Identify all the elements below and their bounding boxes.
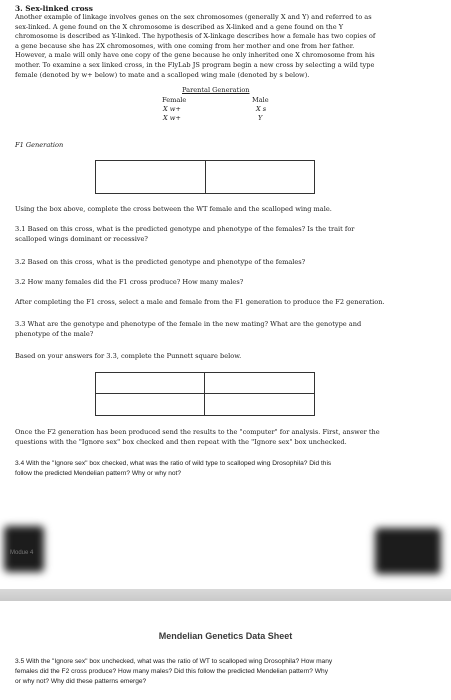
- parental-heading: Parental Generation: [182, 86, 250, 94]
- question-3-4-line1: 3.4 With the "Ignore sex" box checked, what was the ratio of wild type to scalloped wing Drosophila? Did this: [15, 460, 332, 467]
- male-label: Male: [252, 96, 269, 104]
- section-title: 3. Sex-linked cross: [15, 4, 93, 13]
- question-3-5-line2: females did the F2 cross produce? How many males? Did this follow the predicted Mendelian pattern? Why: [15, 668, 328, 675]
- intro-line: Another example of linkage involves genes on the sex chromosomes (generally X and Y) and referred to as: [15, 13, 372, 21]
- intro-line: chromosome is described as Y-linked. The hypothesis of X-linkage describes how a female has two copies of: [15, 32, 376, 41]
- question-3-2a: 3.2 Based on this cross, what is the predicted genotype and phenotype of the females?: [15, 258, 306, 266]
- punnett-cell: [205, 394, 314, 415]
- question-3-5-line3: or why not? Why did these patterns emerge?: [15, 678, 147, 685]
- punnett-square: [95, 372, 315, 416]
- question-3-1-line1: 3.1 Based on this cross, what is the predicted genotype and phenotype of the females? Is the trait for: [15, 225, 355, 233]
- intro-line: However, a male will only have one copy of the gene because he only inherited one X chromosome from his: [15, 51, 375, 60]
- punnett-cell: [205, 373, 314, 394]
- blur-overlay: [375, 528, 441, 574]
- punnett-cell: [96, 394, 205, 415]
- question-3-5-line1: 3.5 With the "Ignore sex" box unchecked, what was the ratio of WT to scalloped wing Drosophila? How many: [15, 658, 333, 665]
- data-sheet-title: Mendelian Genetics Data Sheet: [158, 631, 293, 641]
- question-3-1-line2: scalloped wings dominant or recessive?: [15, 235, 148, 243]
- instruction-using-box: Using the box above, complete the cross between the WT female and the scalloped wing male.: [15, 205, 332, 213]
- female-genotype-2: X w+: [163, 114, 181, 122]
- male-genotype-2: Y: [258, 114, 263, 122]
- intro-line: a gene because she has 2X chromosomes, with one coming from her mother and one from her father.: [15, 41, 355, 50]
- question-3-2b: 3.2 How many females did the F1 cross produce? How many males?: [15, 278, 244, 286]
- f1-cross-box: [95, 160, 315, 194]
- page-break: [0, 589, 451, 601]
- female-label: Female: [162, 96, 187, 104]
- question-3-3-line2: phenotype of the male?: [15, 330, 94, 338]
- f1-generation-label: F1 Generation: [15, 141, 64, 149]
- instruction-punnett: Based on your answers for 3.3, complete the Punnett square below.: [15, 352, 242, 360]
- intro-paragraph: [15, 13, 440, 80]
- male-genotype-1: X s: [256, 105, 267, 113]
- female-genotype-1: X w+: [163, 105, 181, 113]
- instruction-f2-line1: Once the F2 generation has been produced send the results to the "computer" for analysis. First, answer the: [15, 428, 380, 436]
- blurred-label: Modue 4: [10, 550, 34, 556]
- instruction-f2-line2: questions with the "Ignore sex" box checked and then repeat with the "Ignore sex" box unchecked.: [15, 438, 347, 446]
- punnett-cell: [96, 373, 205, 394]
- question-3-4-line2: follow the predicted Mendelian pattern? Why or why not?: [15, 470, 182, 477]
- intro-line: female (denoted by w+ below) to mate and a scalloped wing male (denoted by s below).: [15, 70, 310, 79]
- question-3-3-line1: 3.3 What are the genotype and phenotype of the female in the new mating? What are the genotype and: [15, 320, 362, 328]
- blur-overlay: [4, 526, 44, 572]
- f1-box-cell: [96, 161, 206, 193]
- intro-line: mother. To examine a sex linked cross, in the FlyLab JS program begin a new cross by selecting a wild type: [15, 60, 375, 69]
- intro-line: sex-linked. A gene found on the X chromosome is described as X-linked and a gene found on the Y: [15, 22, 344, 31]
- instruction-after-f1: After completing the F1 cross, select a male and female from the F1 generation to produce the F2 generation.: [15, 298, 385, 306]
- f1-box-cell: [206, 161, 315, 193]
